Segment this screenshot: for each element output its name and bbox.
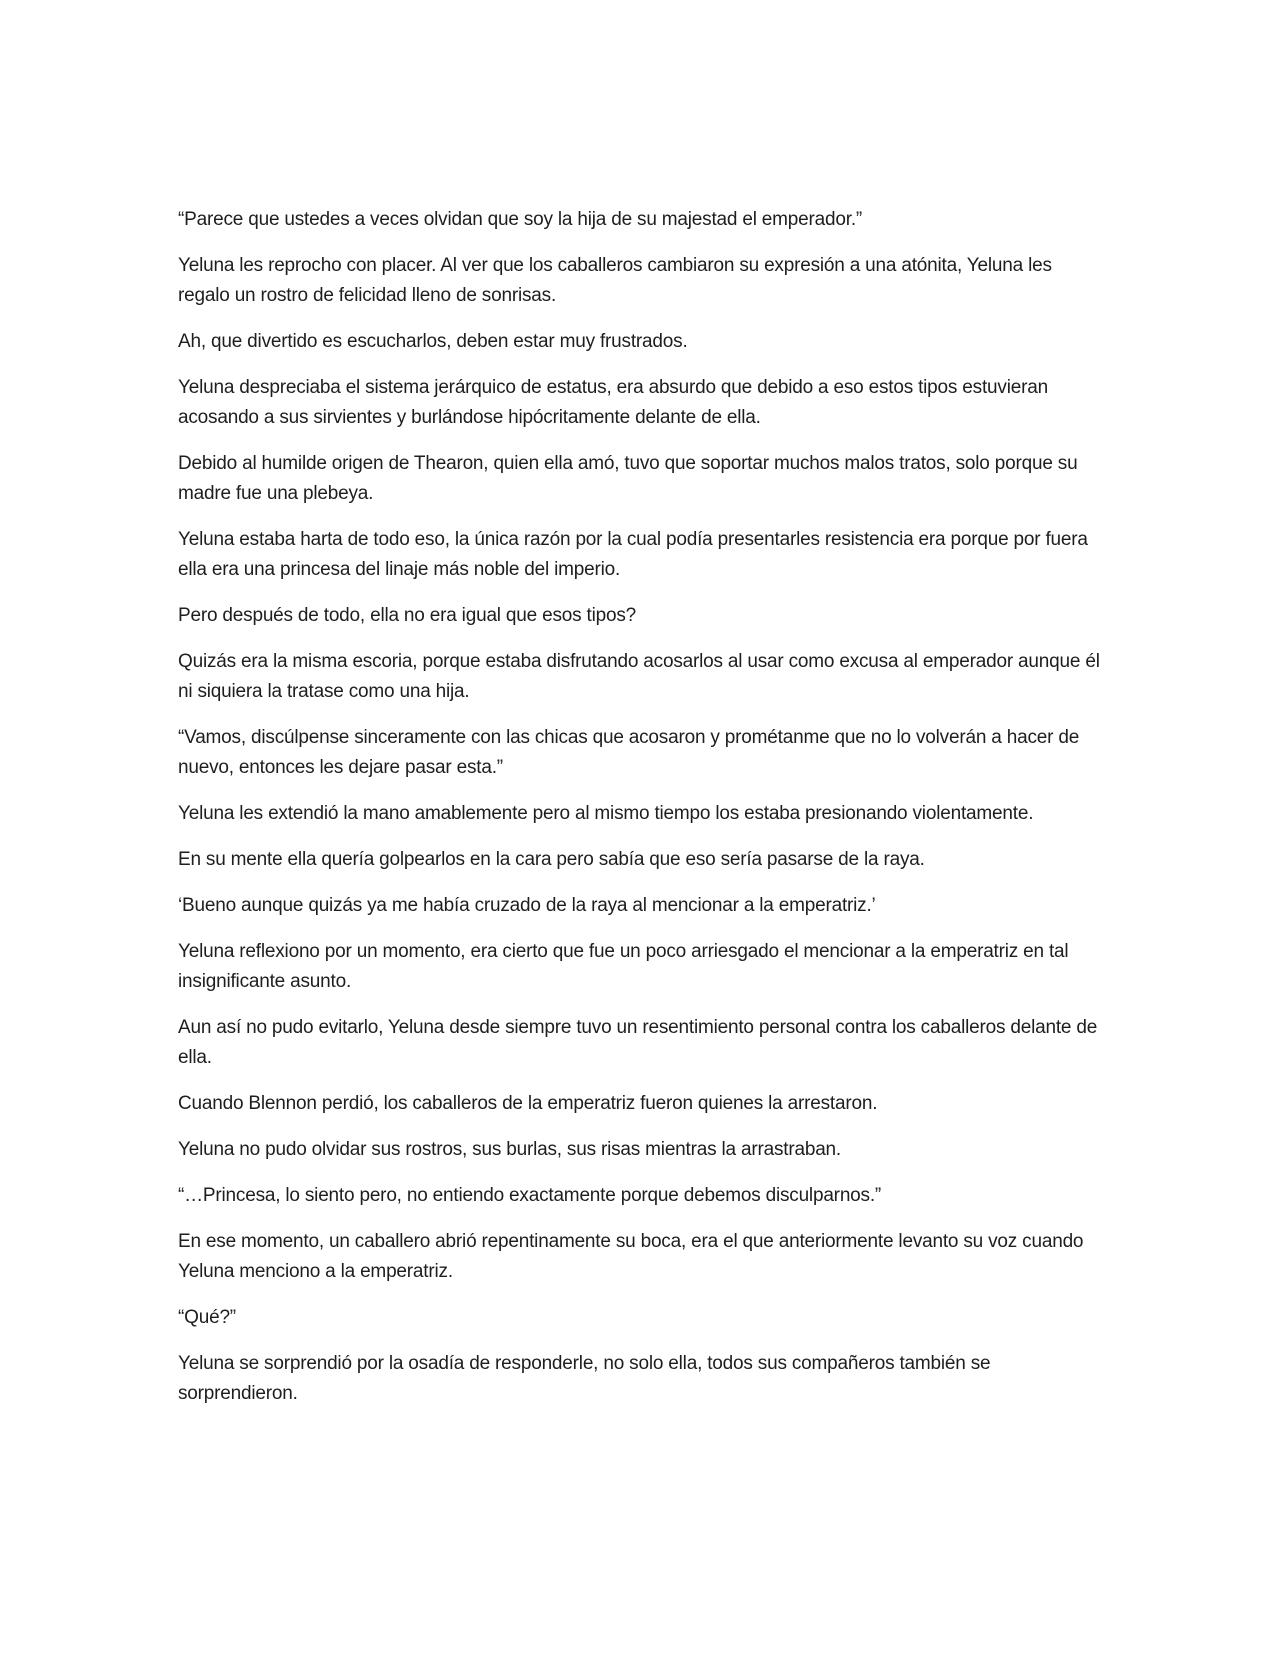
paragraph: “Qué?” [178,1307,236,1328]
paragraph: Pero después de todo, ella no era igual que esos tipos? [178,605,636,626]
paragraph: Cuando Blennon perdió, los caballeros de la emperatriz fueron quienes la arrestaron. [178,1093,878,1114]
paragraph: Ah, que divertido es escucharlos, deben estar muy frustrados. [178,331,688,352]
paragraph: Yeluna estaba harta de todo eso, la única razón por la cual podía presentarles resistencia era porque por fuera ella era una princesa del linaje más noble del imperio. [178,529,1088,580]
paragraph: Yeluna despreciaba el sistema jerárquico de estatus, era absurdo que debido a eso estos tipos estuvieran acosando a sus sirvientes y burlándose hipócritamente delante de ella. [178,377,1048,428]
paragraph: Yeluna no pudo olvidar sus rostros, sus burlas, sus risas mientras la arrastraban. [178,1139,842,1160]
paragraph: ‘Bueno aunque quizás ya me había cruzado de la raya al mencionar a la emperatriz.’ [178,895,876,916]
paragraph: Yeluna les extendió la mano amablemente pero al mismo tiempo los estaba presionando violentamente. [178,803,1034,824]
paragraph: En ese momento, un caballero abrió repentinamente su boca, era el que anteriormente levanto su voz cuando Yeluna menciono a la emperatriz. [178,1231,1084,1282]
paragraph: Yeluna reflexiono por un momento, era cierto que fue un poco arriesgado el mencionar a la emperatriz en tal insignificante asunto. [178,941,1069,992]
paragraph: Debido al humilde origen de Thearon, quien ella amó, tuvo que soportar muchos malos tratos, solo porque su madre fue una plebeya. [178,453,1078,504]
paragraph: Yeluna les reprocho con placer. Al ver que los caballeros cambiaron su expresión a una atónita, Yeluna les regalo un rostro de felicidad lleno de sonrisas. [178,255,1052,306]
paragraph: “Vamos, discúlpense sinceramente con las chicas que acosaron y prométanme que no lo volverán a hacer de nuevo, entonces les dejare pasar esta.” [178,727,1080,778]
document-body [178,205,1108,1425]
paragraph: Aun así no pudo evitarlo, Yeluna desde siempre tuvo un resentimiento personal contra los caballeros delante de ella. [178,1017,1098,1068]
paragraph: “…Princesa, lo siento pero, no entiendo exactamente porque debemos disculparnos.” [178,1185,882,1206]
paragraph: “Parece que ustedes a veces olvidan que soy la hija de su majestad el emperador.” [178,209,863,230]
paragraph: En su mente ella quería golpearlos en la cara pero sabía que eso sería pasarse de la raya. [178,849,925,870]
paragraph: Yeluna se sorprendió por la osadía de responderle, no solo ella, todos sus compañeros también se sorprendieron. [178,1353,991,1404]
paragraph: Quizás era la misma escoria, porque estaba disfrutando acosarlos al usar como excusa al emperador aunque él ni siquiera la tratase como una hija. [178,651,1100,702]
